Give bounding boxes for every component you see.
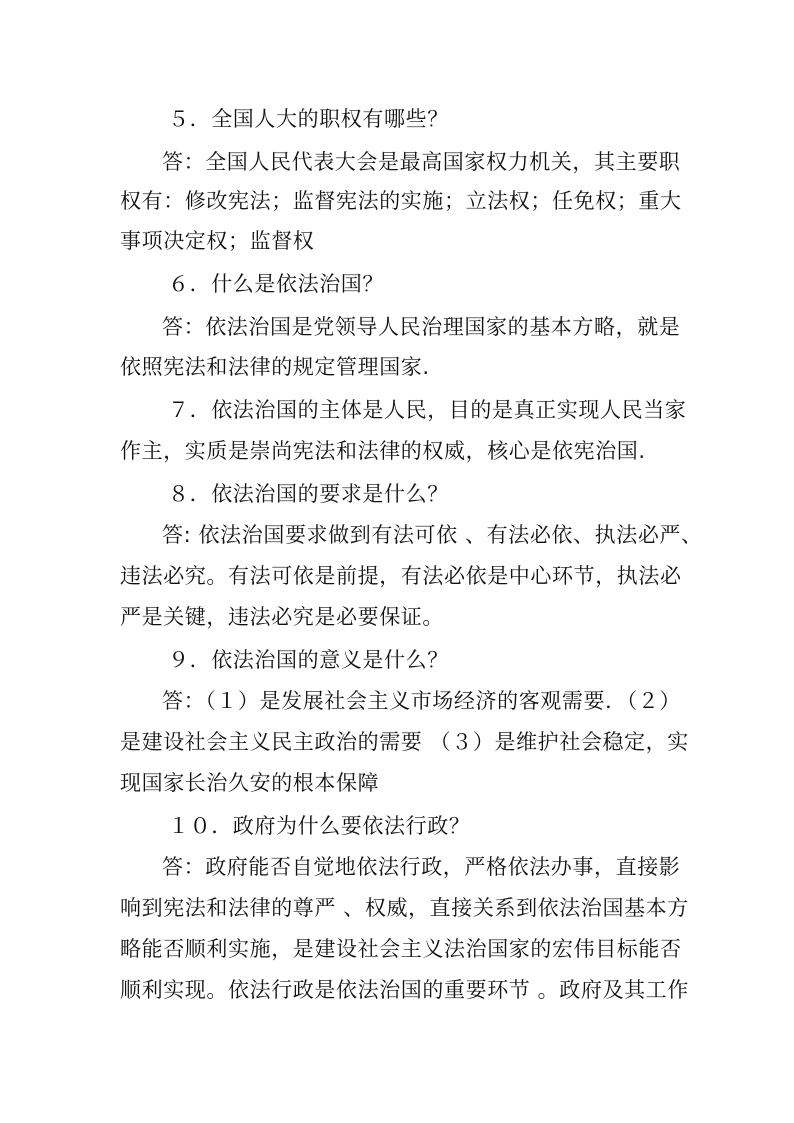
question-9: ９．依法治国的意义是什么？ (168, 648, 449, 672)
answer-10-line-1: 答：政府能否自觉地依法行政，严格依法办事，直接影 (162, 855, 681, 879)
answer-5-line-2: 权有：修改宪法；监督宪法的实施；立法权；任免权；重大 (120, 189, 682, 213)
answer-9-line-1: 答：（１）是发展社会主义市场经济的客观需要．（２） (162, 689, 681, 713)
item-7-line-2: 作主，实质是崇尚宪法和法律的权威，核心是依宪治国. (120, 439, 646, 463)
answer-6-line-2: 依照宪法和法律的规定管理国家. (120, 355, 430, 379)
answer-5-line-1: 答：全国人民代表大会是最高国家权力机关，其主要职 (162, 150, 681, 174)
answer-9-line-3: 现国家长治久安的根本保障 (120, 771, 380, 795)
answer-10-line-2: 响到宪法和法律的尊严 、权威，直接关系到依法治国基本方 (120, 896, 689, 920)
answer-8-line-1: 答: 依法治国要求做到有法可依 、有法必依、执法必严、 (162, 523, 703, 547)
answer-10-line-3: 略能否顺利实施，是建设社会主义法治国家的宏伟目标能否 (120, 937, 682, 961)
answer-8-line-3: 严是关键，违法必究是必要保证。 (120, 605, 444, 629)
answer-9-line-2: 是建设社会主义民主政治的需要 （３）是维护社会稳定，实 (120, 730, 689, 754)
answer-6-line-1: 答：依法治国是党领导人民治理国家的基本方略，就是 (162, 315, 681, 339)
answer-5-line-3: 事项决定权；监督权 (120, 229, 315, 253)
answer-10-line-4: 顺利实现。依法行政是依法治国的重要环节 。政府及其工作 (120, 978, 689, 1002)
item-7-line-1: ７．依法治国的主体是人民，目的是真正实现人民当家 (168, 398, 687, 422)
question-6: ６．什么是依法治国？ (168, 272, 384, 296)
question-8: ８．依法治国的要求是什么？ (168, 482, 449, 506)
answer-8-line-2: 违法必究。有法可依是前提，有法必依是中心环节，执法必 (120, 564, 682, 588)
question-10: １０．政府为什么要依法行政？ (168, 814, 471, 838)
question-5: ５．全国人大的职权有哪些？ (168, 107, 449, 131)
